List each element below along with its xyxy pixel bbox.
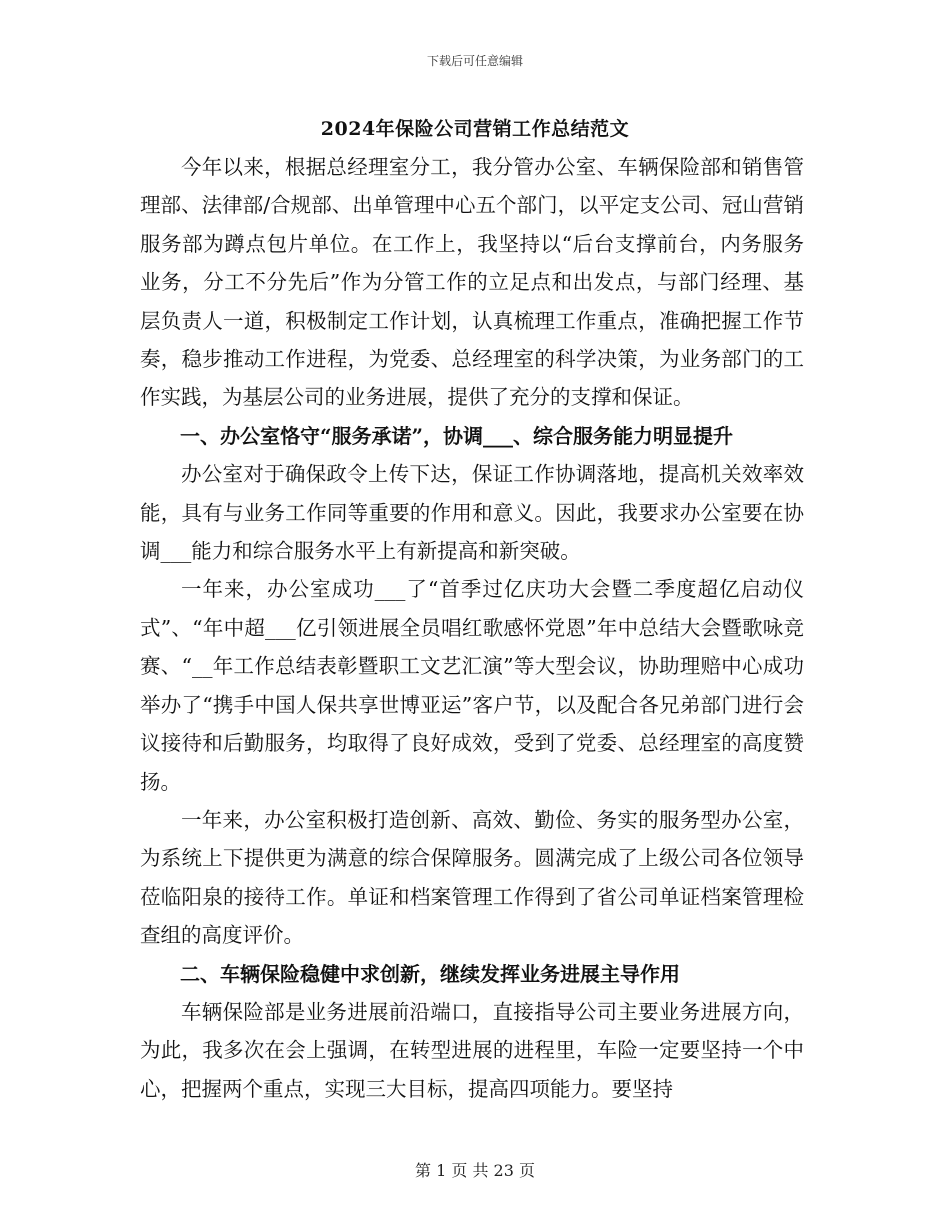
section-heading-1: 一、办公室恪守“服务承诺”，协调___、综合服务能力明显提升 bbox=[180, 423, 734, 448]
intro-paragraph: 今年以来，根据总经理室分工，我分管办公室、车辆保险部和销售管理部、法律部/合规部、出单管理中心五个部门，以平定支公司、冠山营销服务部为蹲点包片单位。在工作上，我坚持以“后台支撑前台，内务服务业务，分工不分先后”作为分管工作的立足点和出发点，与部门经理、基层负责人一道，积极制定工作计划，认真梳理工作重点，准确把握工作节奏，稳步推动工作进程，为党委、总经理室的科学决策，为业务部门的工作实践，为基层公司的业务进展，提供了充分的支撑和保证。 bbox=[140, 155, 804, 410]
document-title: 2024年保险公司营销工作总结范文 bbox=[320, 118, 630, 140]
page-number: 第 1 页 共 23 页 bbox=[415, 1161, 535, 1180]
section-1-paragraph: 一年来，办公室成功___了“首季过亿庆功大会暨二季度超亿启动仪式”、“年中超___亿引领进展全员唱红歌感怀党恩”年中总结大会暨歌咏竞赛、“__年工作总结表彰暨职工文艺汇演”等大型会议，协助理赔中心成功举办了“携手中国人保共享世博亚运”客户节，以及配合各兄弟部门进行会议接待和后勤服务，均取得了良好成效，受到了党委、总经理室的高度赞扬。 bbox=[140, 577, 804, 794]
section-1-paragraph: 一年来，办公室积极打造创新、高效、勤俭、务实的服务型办公室，为系统上下提供更为满意的综合保障服务。圆满完成了上级公司各位领导莅临阳泉的接待工作。单证和档案管理工作得到了省公司单证档案管理检查组的高度评价。 bbox=[140, 807, 804, 948]
section-1-paragraph: 办公室对于确保政令上传下达，保证工作协调落地，提高机关效率效能，具有与业务工作同等重要的作用和意义。因此，我要求办公室要在协调___能力和综合服务水平上有新提高和新突破。 bbox=[140, 462, 804, 564]
section-2-paragraph: 车辆保险部是业务进展前沿端口，直接指导公司主要业务进展方向，为此，我多次在会上强调，在转型进展的进程里，车险一定要坚持一个中心，把握两个重点，实现三大目标，提高四项能力。要坚持 bbox=[140, 999, 804, 1101]
page-header-note: 下载后可任意编辑 bbox=[426, 54, 523, 68]
document-body bbox=[140, 148, 804, 1108]
section-heading-2: 二、车辆保险稳健中求创新，继续发挥业务进展主导作用 bbox=[180, 961, 680, 986]
